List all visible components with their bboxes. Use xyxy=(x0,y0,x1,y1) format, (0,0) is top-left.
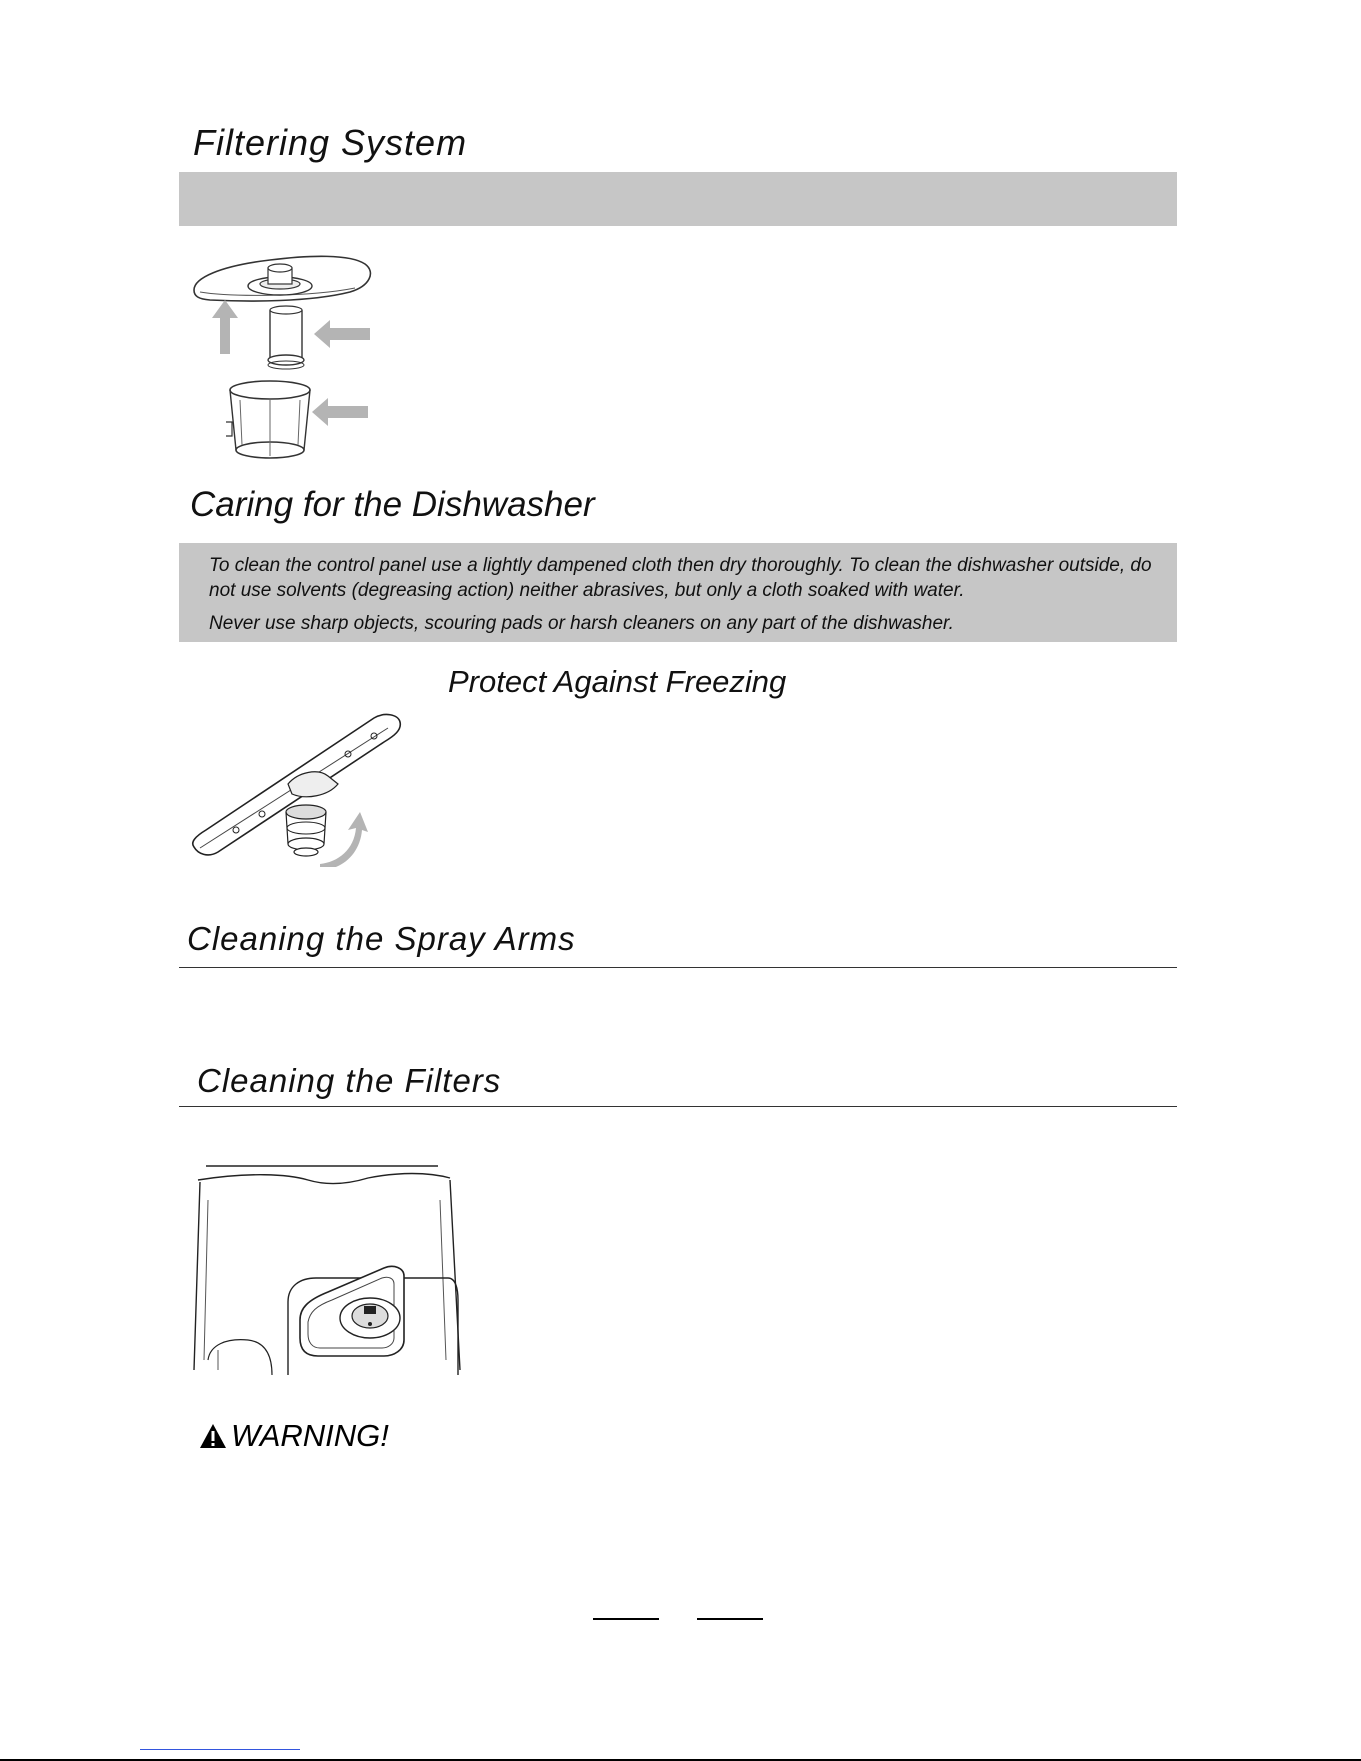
warning-label xyxy=(199,1418,389,1454)
section-rule xyxy=(179,967,1177,968)
caring-info-band xyxy=(179,543,1177,642)
heading-protect-against-freezing: Protect Against Freezing xyxy=(448,664,787,699)
warning-triangle-icon xyxy=(199,1423,227,1449)
warning-text: WARNING! xyxy=(231,1418,389,1453)
heading-cleaning-spray-arms: Cleaning the Spray Arms xyxy=(187,920,576,957)
filter-assembly-illustration xyxy=(190,250,390,465)
filtering-system-band xyxy=(179,172,1177,226)
spray-arm-illustration xyxy=(188,712,413,867)
caring-paragraph-2: Never use sharp objects, scouring pads or harsh cleaners on any part of the dishwasher. xyxy=(209,613,954,634)
dishwasher-filter-location-illustration xyxy=(188,1160,468,1385)
section-rule xyxy=(179,1106,1177,1107)
heading-caring-for-dishwasher: Caring for the Dishwasher xyxy=(190,485,595,524)
heading-filtering-system: Filtering System xyxy=(193,122,468,163)
footer-link-underline xyxy=(140,1749,300,1750)
page-number-line-left xyxy=(593,1618,659,1620)
caring-paragraph-1: To clean the control panel use a lightly dampened cloth then dry thoroughly. To clean the dishwasher outside, do not use solvents (degreasing action) neither abrasives, but only a cloth soaked with water. xyxy=(209,555,1152,601)
page-number-line-right xyxy=(697,1618,763,1620)
heading-cleaning-filters: Cleaning the Filters xyxy=(197,1062,502,1099)
